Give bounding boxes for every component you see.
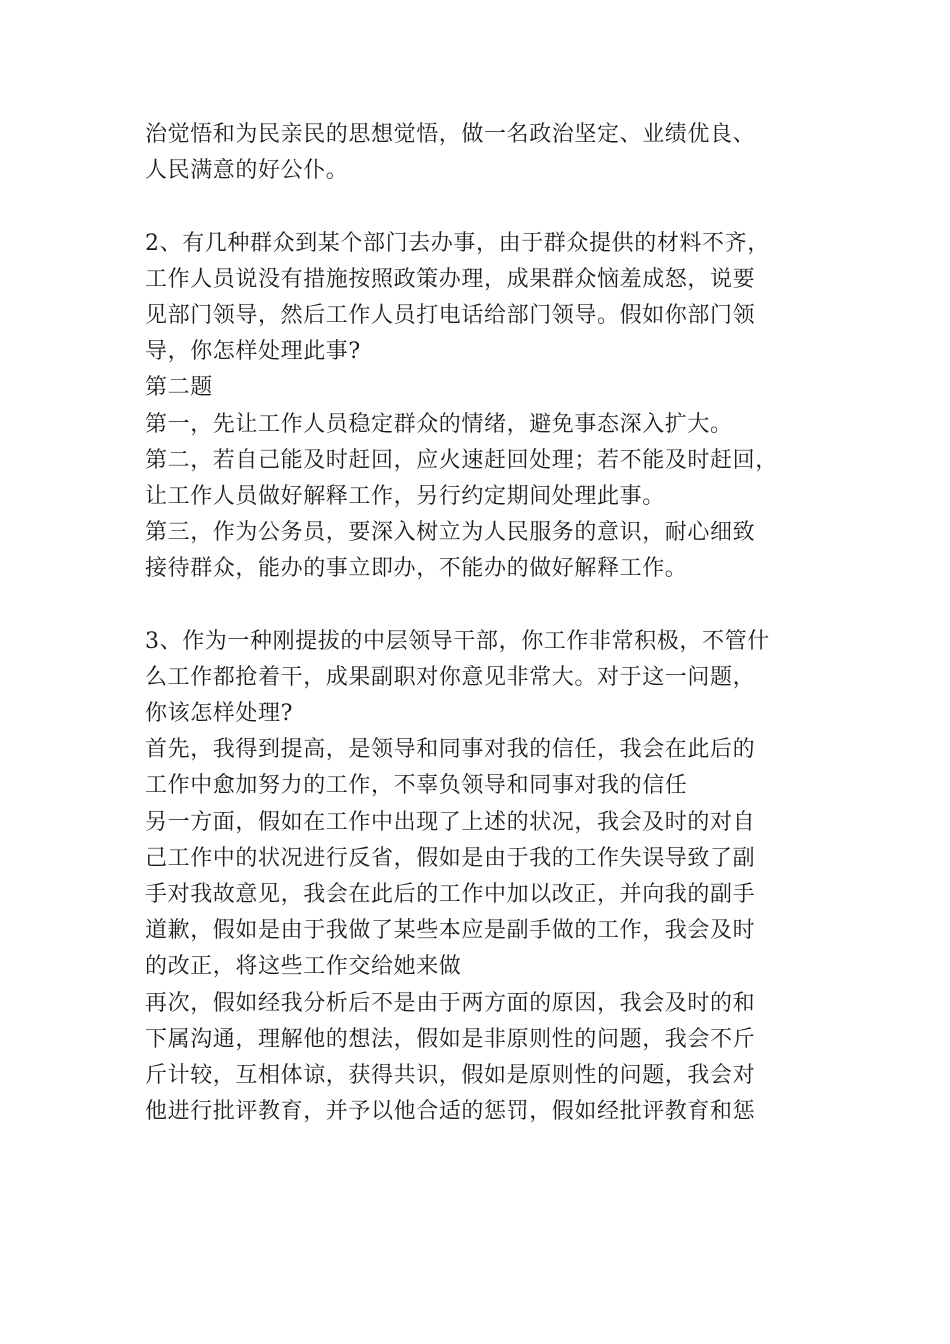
section-heading: 第二题 <box>145 375 213 401</box>
text-line: 己工作中的状况进行反省，假如是由于我的工作失误导致了副 <box>145 845 756 871</box>
text-line: 的改正，将这些工作交给她来做 <box>145 954 462 980</box>
text-line: 见部门领导，然后工作人员打电话给部门领导。假如你部门领 <box>145 302 756 328</box>
text-line: 治觉悟和为民亲民的思想觉悟，做一名政治坚定、业绩优良、 <box>145 122 756 147</box>
text-line: 第一，先让工作人员稳定群众的情绪，避免事态深入扩大。 <box>145 411 733 437</box>
text-line: 道歉，假如是由于我做了某些本应是副手做的工作，我会及时 <box>145 918 756 944</box>
text-line: 斤计较，互相体谅，获得共识，假如是原则性的问题，我会对 <box>145 1062 756 1088</box>
question-3-line: 3、作为一种刚提拔的中层领导干部，你工作非常积极，不管什 <box>145 628 770 654</box>
text-line: 下属沟通，理解他的想法，假如是非原则性的问题，我会不斤 <box>145 1026 756 1052</box>
paragraph-gap <box>145 587 825 623</box>
text-line: 再次，假如经我分析后不是由于两方面的原因，我会及时的和 <box>145 990 756 1016</box>
paragraph-gap <box>145 189 825 225</box>
text-line: 接待群众，能办的事立即办，不能办的做好解释工作。 <box>145 556 688 582</box>
text-line: 让工作人员做好解释工作，另行约定期间处理此事。 <box>145 483 665 509</box>
text-line: 第三，作为公务员，要深入树立为人民服务的意识，耐心细致 <box>145 520 756 546</box>
text-line: 第二，若自己能及时赶回，应火速赶回处理；若不能及时赶回， <box>145 447 778 473</box>
text-line: 么工作都抢着干，成果副职对你意见非常大。对于这一问题， <box>145 664 756 690</box>
text-line: 他进行批评教育，并予以他合适的惩罚，假如经批评教育和惩 <box>145 1099 756 1125</box>
text-line: 工作人员说没有措施按照政策办理，成果群众恼羞成怒，说要 <box>145 266 756 292</box>
text-line: 人民满意的好公仆。 <box>145 158 349 184</box>
question-2-line: 2、有几种群众到某个部门去办事，由于群众提供的材料不齐， <box>145 230 770 256</box>
text-line: 手对我故意见，我会在此后的工作中加以改正，并向我的副手 <box>145 881 756 907</box>
text-line: 首先，我得到提高，是领导和同事对我的信任，我会在此后的 <box>145 737 756 763</box>
text-line: 你该怎样处理? <box>145 701 293 726</box>
text-line: 另一方面，假如在工作中出现了上述的状况，我会及时的对自 <box>145 809 756 835</box>
text-line: 导，你怎样处理此事? <box>145 339 361 365</box>
text-line: 工作中愈加努力的工作，不辜负领导和同事对我的信任 <box>145 773 688 799</box>
document-body <box>145 117 825 1130</box>
